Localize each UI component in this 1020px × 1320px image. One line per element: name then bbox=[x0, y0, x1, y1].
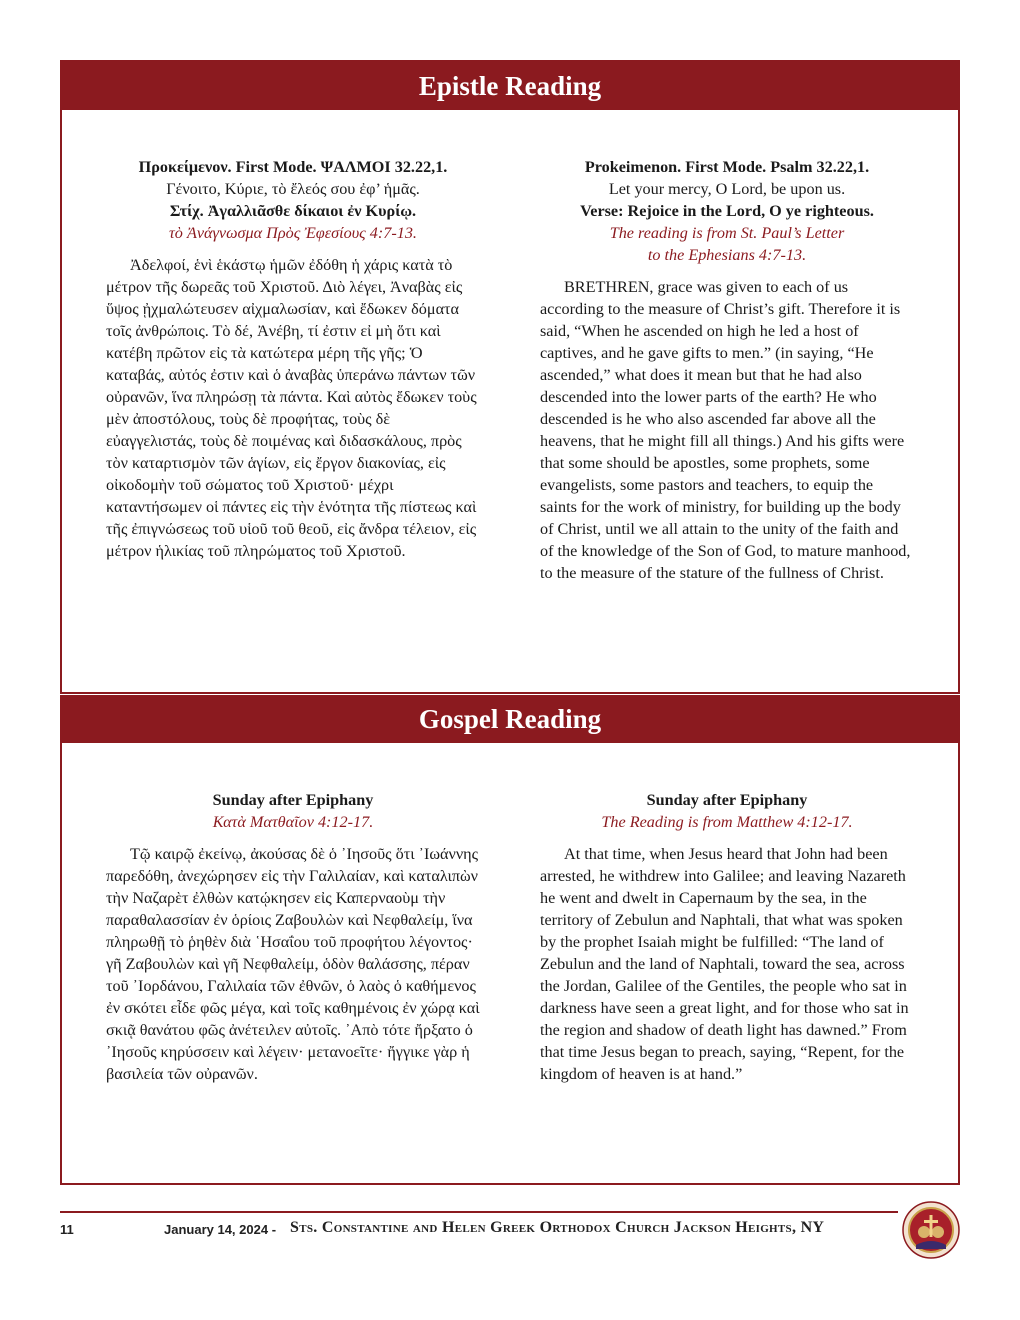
epistle-title: Epistle Reading bbox=[62, 62, 958, 110]
greek-epistle-text: Ἀδελφοί, ἑνὶ ἑκάστῳ ἡμῶν ἐδόθη ἡ χάρις κατὰ τὸ μέτρον τῆς δωρεᾶς τοῦ Χριστοῦ. Διὸ λέγει, Ἀναβὰς εἰς ὕψος ᾐχμαλώτευσεν αἰχμαλωσίαν, καὶ ἔδωκεν δόματα τοῖς ἀνθρώποις. Τὸ δέ, Ἀνέβη, τί ἐστιν εἰ μὴ ὅτι καὶ κατέβη πρῶτον εἰς τὰ κατώτερα μέρη τῆς γῆς; Ὁ καταβάς, αὐτός ἐστιν καὶ ὁ ἀναβὰς ὑπεράνω πάντων τῶν οὐρανῶν, ἵνα πληρώσῃ τὰ πάντα. Καὶ αὐτὸς ἔδωκεν τοὺς μὲν ἀποστόλους, τοὺς δὲ προφήτας, τοὺς δὲ εὐαγγελιστάς, τοὺς δὲ ποιμένας καὶ διδασκάλους, πρὸς τὸν καταρτισμὸν τῶν ἁγίων, εἰς ἔργον διακονίας, εἰς οἰκοδομὴν τοῦ σώματος τοῦ Χριστοῦ· μέχρι καταντήσωμεν οἱ πάντες εἰς τὴν ἑνότητα τῆς πίστεως καὶ τῆς ἐπιγνώσεως τοῦ υἱοῦ τοῦ θεοῦ, εἰς ἄνδρα τέλειον, εἰς μέτρον ἡλικίας τοῦ πληρώματος τοῦ Χριστοῦ. bbox=[106, 256, 477, 560]
english-gospel-heading: Sunday after Epiphany bbox=[646, 791, 808, 809]
english-epistle-reference-2: to the Ephesians 4:7-13. bbox=[647, 246, 807, 264]
greek-gospel-text: Τῷ καιρῷ ἐκείνῳ, ἀκούσας δὲ ὁ ᾿Ιησοῦς ὅτι ᾿Ιωάννης παρεδόθη, ἀνεχώρησεν εἰς τὴν Γαλιλαίαν, καὶ καταλιπὼν τὴν Ναζαρὲτ ἐλθὼν κατῴκησεν εἰς Καπερναοὺμ τὴν παραθαλασσίαν ἐν ὁρίοις Ζαβουλὼν καὶ Νεφθαλείμ, ἵνα πληρωθῇ τὸ ῥηθὲν διὰ ῾Ησαΐου τοῦ προφήτου λέγοντος· γῆ Ζαβουλὼν καὶ γῆ Νεφθαλείμ, ὁδὸν θαλάσσης, πέραν τοῦ ᾿Ιορδάνου, Γαλιλαία τῶν ἐθνῶν, ὁ λαὸς ὁ καθήμενος ἐν σκότει εἶδε φῶς μέγα, καὶ τοῖς καθημένοις ἐν χώρᾳ καὶ σκιᾷ θανάτου φῶς ἀνέτειλεν αὐτοῖς. ᾿Απὸ τότε ἤρξατο ὁ ᾿Ιησοῦς κηρύσσειν καὶ λέγειν· μετανοεῖτε· ἤγγικε γὰρ ἡ βασιλεία τῶν οὐρανῶν. bbox=[106, 845, 480, 1083]
epistle-english-column bbox=[540, 156, 914, 584]
greek-gospel-reference: Κατὰ Ματθαῖον 4:12-17. bbox=[212, 813, 374, 831]
church-seal-icon bbox=[902, 1201, 960, 1259]
greek-epistle-reference: τὸ Ἀνάγνωσμα Πρὸς Ἐφεσίους 4:7-13. bbox=[169, 224, 417, 242]
epistle-section bbox=[60, 60, 960, 694]
english-gospel-text: At that time, when Jesus heard that John had been arrested, he withdrew into Galilee; and leaving Nazareth he went and dwelt in Capernaum by the sea, in the territory of Zebulun and Naphtali, that what was spoken by the prophet Isaiah might be fulfilled: “The land of Zebulun and the land of Naphtali, toward the sea, across the Jordan, Galilee of the Gentiles, the people who sat in darkness have seen a great light, and for those who sat in the region and shadow of death light has dawned.” From that time Jesus began to preach, saying, “Repent, for the kingdom of heaven is at hand.” bbox=[540, 845, 909, 1083]
english-epistle-reference-1: The reading is from St. Paul’s Letter bbox=[609, 224, 845, 242]
greek-prokeimenon-line: Γένοιτο, Κύριε, τὸ ἔλεός σου ἐφ’ ἡμᾶς. bbox=[166, 180, 420, 198]
greek-verse: Στίχ. Ἀγαλλιᾶσθε δίκαιοι ἐν Κυρίῳ. bbox=[169, 202, 417, 220]
gospel-english-column bbox=[540, 789, 914, 1085]
english-verse: Verse: Rejoice in the Lord, O ye righteous. bbox=[580, 202, 874, 220]
greek-gospel-heading: Sunday after Epiphany bbox=[212, 791, 374, 809]
english-gospel-reference: The Reading is from Matthew 4:12-17. bbox=[601, 813, 853, 831]
english-prokeimenon-line: Let your mercy, O Lord, be upon us. bbox=[608, 180, 846, 198]
page-number: 11 bbox=[60, 1222, 74, 1237]
gospel-title: Gospel Reading bbox=[62, 695, 958, 743]
gospel-greek-column bbox=[106, 789, 480, 1085]
greek-prokeimenon: Προκείμενον. First Mode. ΨΑΛΜΟΙ 32.22,1. bbox=[138, 158, 448, 176]
footer-church-name: Sts. Constantine and Helen Greek Orthodox Church Jackson Heights, NY bbox=[290, 1219, 825, 1236]
gospel-section bbox=[60, 695, 960, 1185]
english-prokeimenon: Prokeimenon. First Mode. Psalm 32.22,1. bbox=[584, 158, 870, 176]
epistle-greek-column bbox=[106, 156, 480, 562]
footer-date: January 14, 2024 - bbox=[164, 1222, 277, 1237]
footer-rule bbox=[60, 1211, 898, 1213]
english-epistle-text: BRETHREN, grace was given to each of us according to the measure of Christ’s gift. Therefore it is said, “When he ascended on high he led a host of captives, and he gave gifts to men.” (in saying, “He ascended,” what does it mean but that he had also descended into the lower parts of the earth? He who descended is he who also ascended far above all the heavens, that he might fill all things.) And his gifts were that some should be apostles, some prophets, some evangelists, some pastors and teachers, to equip the saints for the work of ministry, for building up the body of Christ, until we all attain to the unity of the faith and of the knowledge of the Son of God, to mature manhood, to the measure of the stature of the fullness of Christ. bbox=[540, 278, 911, 582]
